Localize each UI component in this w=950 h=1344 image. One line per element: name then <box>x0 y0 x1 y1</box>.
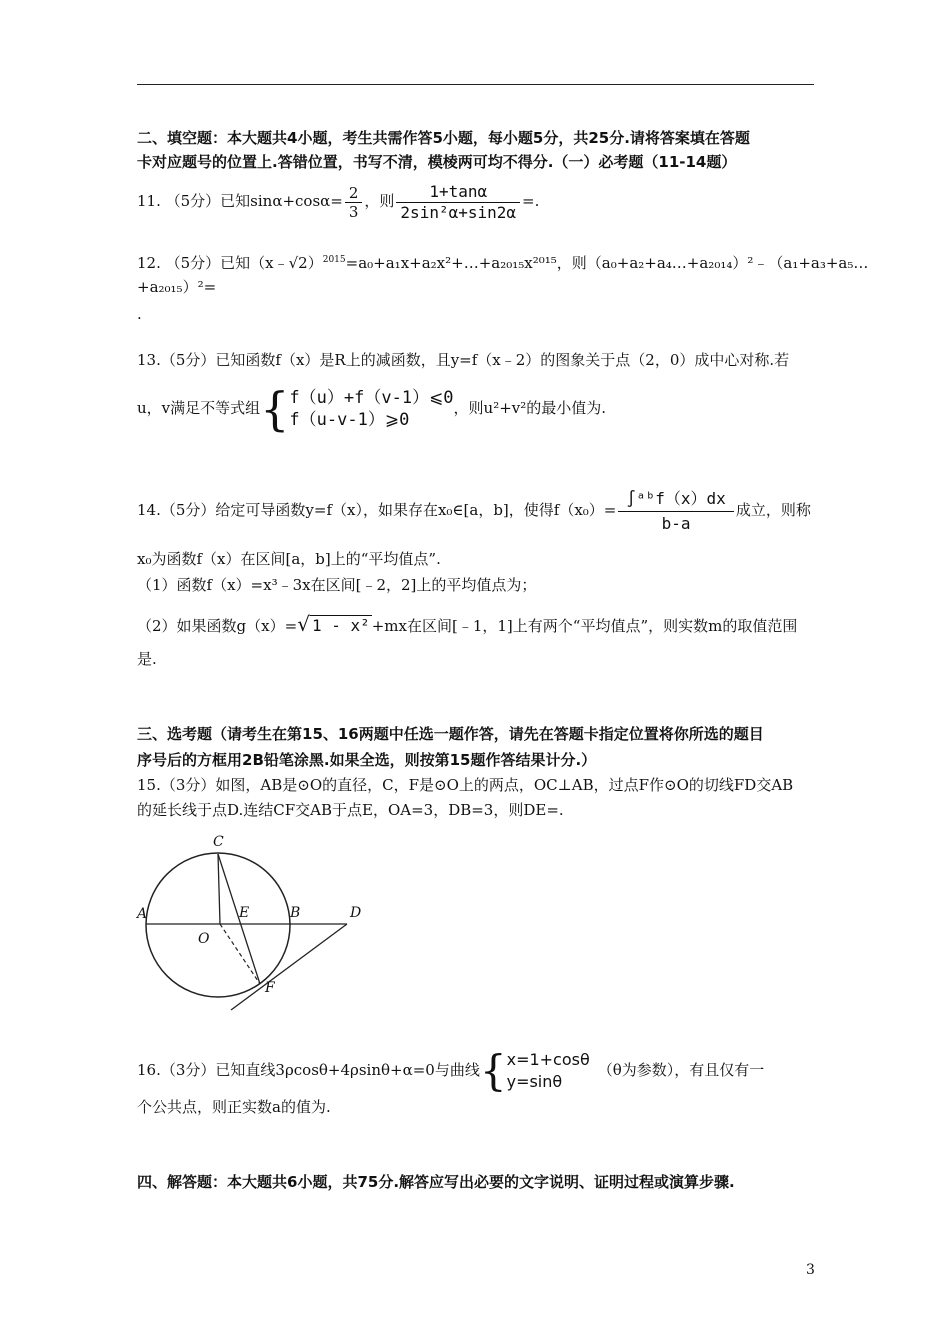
q13-ineq1: f（u）+f（v-1）⩽0 <box>289 388 454 408</box>
question-14-line5: 是. <box>137 650 157 668</box>
q11-suffix: = <box>522 192 535 210</box>
q12-text1: 12. （5分）已知（x﹣√2） <box>137 254 323 272</box>
section2-line1: 二、填空题：本大题共4小题，考生共需作答5小题，每小题5分，共25分.请将答案填在答题 <box>137 129 750 147</box>
sqrt-icon: √ <box>297 612 310 636</box>
question-14-line4 <box>137 610 797 640</box>
section3-line2: 序号后的方框用2B铅笔涂黑.如果全选，则按第15题作答结果计分.） <box>137 751 597 769</box>
q14-int-num: ∫ᵃᵇf（x）dx <box>618 487 733 512</box>
q14-sqrt-body: 1 - x² <box>311 616 370 635</box>
label-a: A <box>137 906 148 922</box>
label-c: C <box>213 834 224 850</box>
q11-expr-num: 1+tanα <box>396 182 520 203</box>
page-number: 3 <box>806 1262 815 1278</box>
q11-fraction <box>345 184 363 221</box>
section2-line2: 卡对应题号的位置上.答错位置，书写不清，模棱两可均不得分.（一）必考题（11-14题） <box>137 153 737 171</box>
q11-mid: ，则 <box>364 192 395 210</box>
q11-frac-num: 2 <box>345 184 363 203</box>
question-15-line2: 的延长线于点D.连结CF交AB于点E，OA=3，DB=3，则DE=. <box>137 801 564 819</box>
question-12-line3: . <box>137 305 142 323</box>
q11-prefix: 11. （5分）已知sinα+cosα= <box>137 192 343 210</box>
question-16-line1 <box>137 1044 764 1096</box>
q16-eq2: y=sinθ <box>506 1072 563 1091</box>
section4-line1: 四、解答题：本大题共6小题，共75分.解答应写出必要的文字说明、证明过程或演算步骤. <box>137 1173 735 1191</box>
question-13-line1: 13.（5分）已知函数f（x）是R上的减函数，且y=f（x﹣2）的图象关于点（2，0）成中心对称.若 <box>137 351 790 369</box>
question-14-line2: x₀为函数f（x）在区间[a，b]上的“平均值点”. <box>137 550 441 568</box>
q11-frac-den: 3 <box>348 202 359 221</box>
q16-eq1: x=1+cosθ <box>506 1050 590 1069</box>
q16-prefix: 16.（3分）已知直线3ρcosθ+4ρsinθ+α=0与曲线 <box>137 1061 480 1079</box>
label-e: E <box>239 905 250 921</box>
question-14-line1 <box>137 478 811 542</box>
segment-oc <box>218 854 220 924</box>
question-11: 11. （5分）已知sinα+cosα= $\frac{2}{3}$ ，则 $\frac{1+\tan\alpha}{\text{2sin²α+sin2α}}$ =. <box>137 181 540 222</box>
question-15-line1: 15.（3分）如图，AB是⊙O的直径，C，F是⊙O上的两点，OC⊥AB，过点F作⊙O的切线FD交AB <box>137 776 794 794</box>
geometry-figure <box>135 832 365 1012</box>
q14-suffix: 成立，则称 <box>735 501 811 519</box>
question-16-line2: 个公共点，则正实数a的值为. <box>137 1098 331 1116</box>
q13-suffix: ，则u²+v²的最小值为. <box>453 399 607 417</box>
brace-icon: { <box>260 382 290 436</box>
q12-exp: 2015 <box>322 255 346 265</box>
q14-l4-prefix: （2）如果函数g（x）= <box>137 617 298 635</box>
question-12-line2: +a₂₀₁₅）²= <box>137 278 217 296</box>
q12-text2: =a <box>345 254 368 272</box>
section3-line1: 三、选考题（请考生在第15、16两题中任选一题作答，请先在答题卡指定位置将你所选的题目 <box>137 725 764 743</box>
header-rule <box>137 84 814 85</box>
q12-rest: ₀+a₁x+a₂x²+…+a₂₀₁₅x²⁰¹⁵，则（a₀+a₂+a₄…+a₂₀₁₄）²﹣（a₁+a₃+a₅… <box>367 254 869 272</box>
label-b: B <box>290 905 301 921</box>
q13-prefix: u，v满足不等式组 <box>137 399 261 417</box>
q14-int-den: b-a <box>661 513 691 533</box>
question-13-line2 <box>137 380 606 436</box>
q16-suffix: （θ为参数），有且仅有一 <box>597 1061 765 1079</box>
q13-system <box>289 387 453 431</box>
brace-icon-2: { <box>479 1046 507 1095</box>
q14-integral <box>618 487 733 536</box>
segment-of-dashed <box>220 924 260 984</box>
q14-prefix: 14.（5分）给定可导函数y=f（x），如果存在x₀∈[a，b]，使得f（x₀）= <box>137 501 617 519</box>
q11-expression <box>396 182 520 223</box>
q16-system <box>507 1049 590 1093</box>
q11-expr-den: 2sin²α+sin2α <box>400 202 517 222</box>
label-f: F <box>265 980 275 996</box>
q13-ineq2: f（u-v-1）⩾0 <box>289 410 410 430</box>
question-14-line3: （1）函数f（x）=x³﹣3x在区间[﹣2，2]上的平均值点为； <box>137 576 537 594</box>
label-d: D <box>350 905 362 921</box>
label-o: O <box>198 931 210 947</box>
question-12-line1 <box>137 250 868 273</box>
q14-l4-suffix: +mx在区间[﹣1，1]上有两个“平均值点”，则实数m的取值范围 <box>371 617 798 635</box>
